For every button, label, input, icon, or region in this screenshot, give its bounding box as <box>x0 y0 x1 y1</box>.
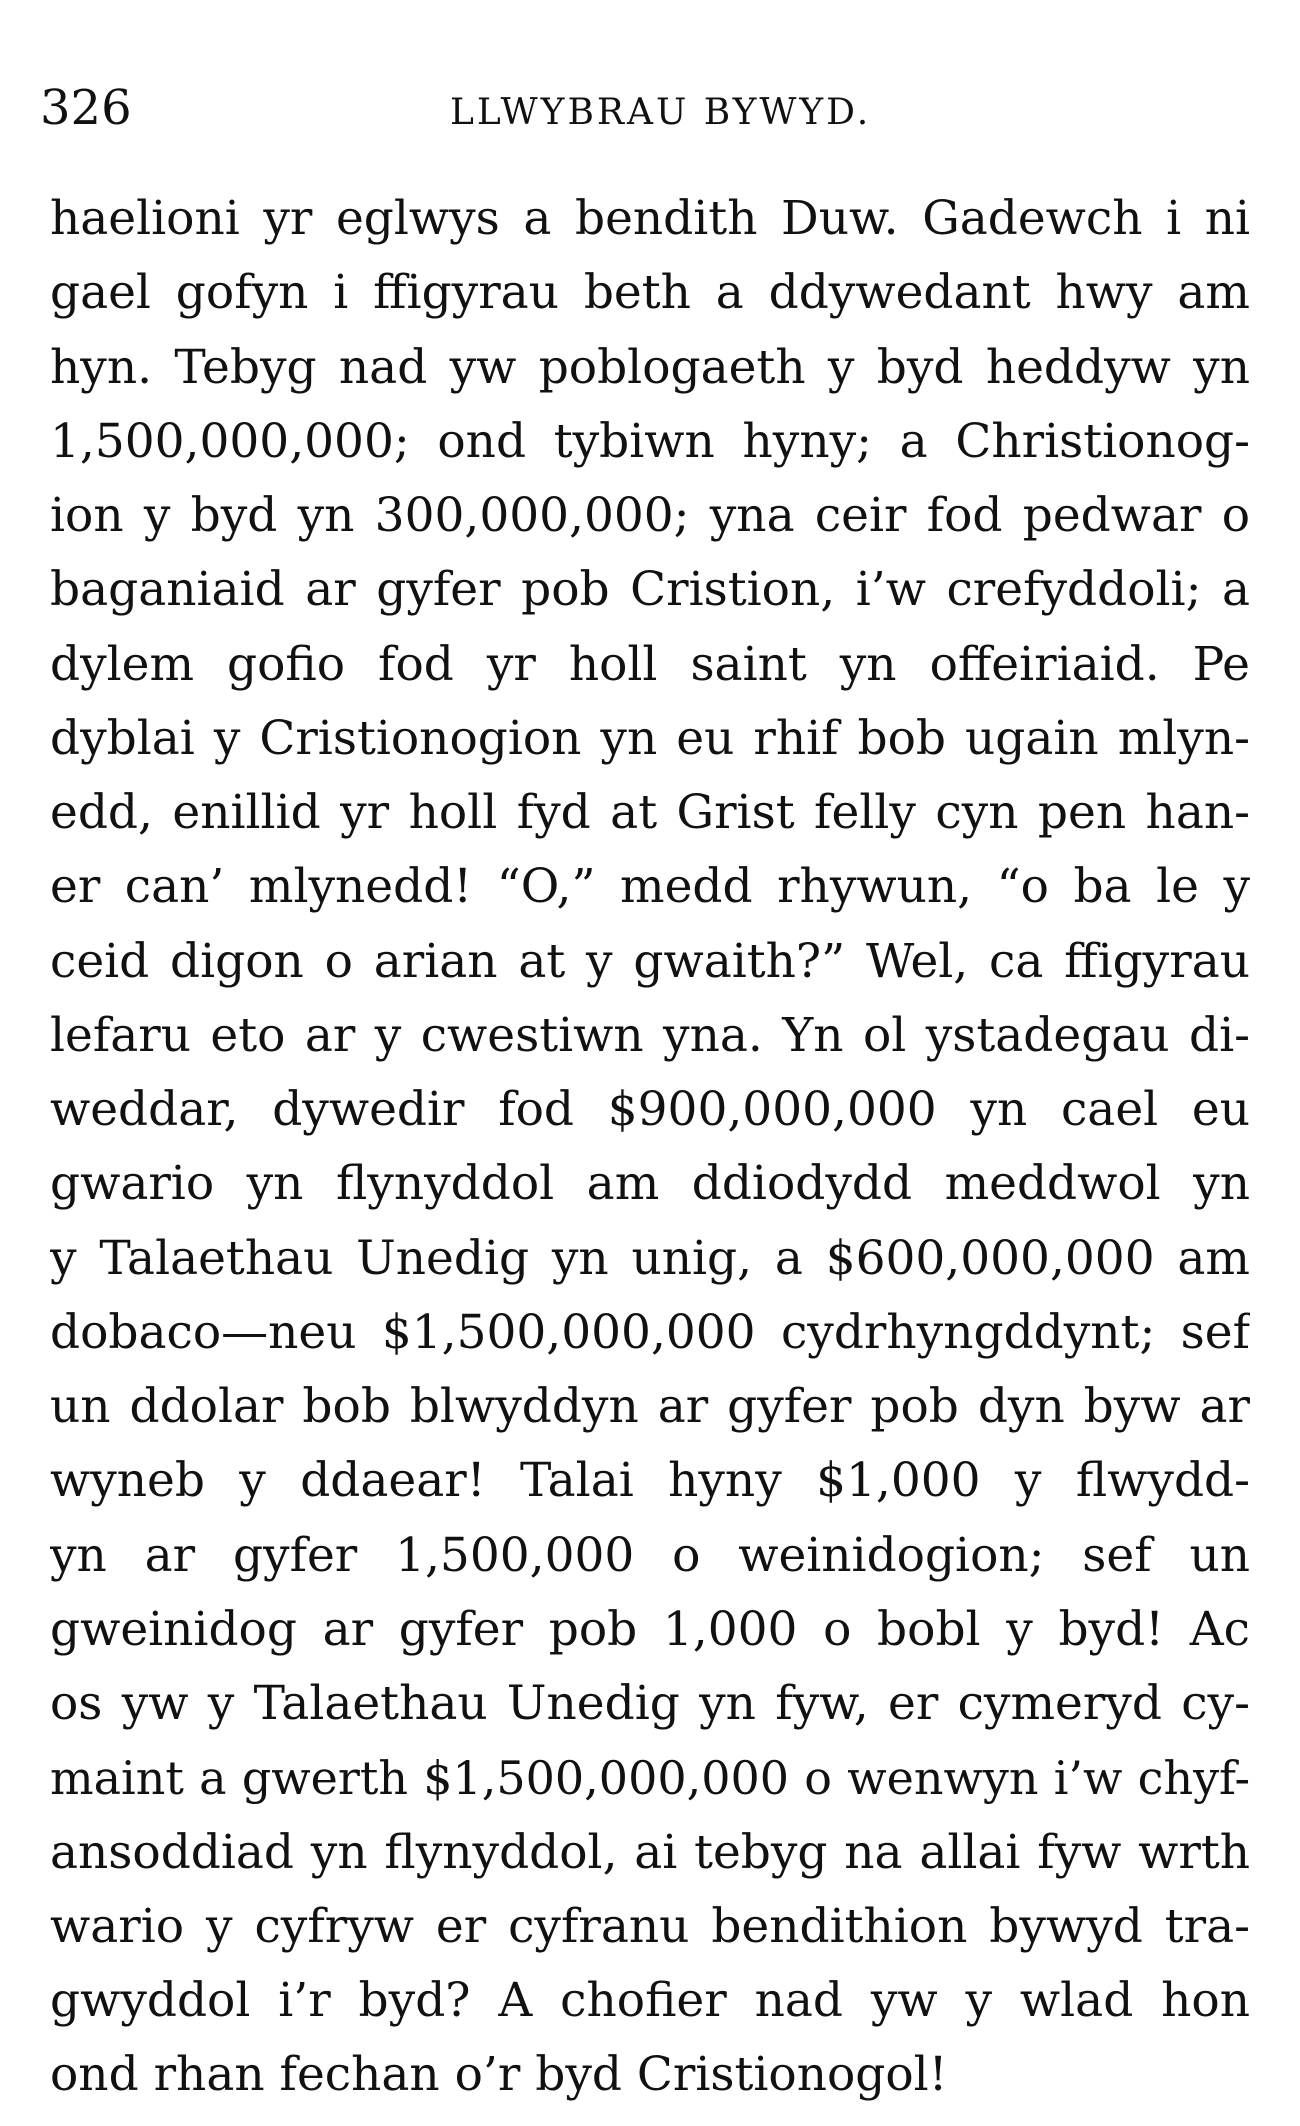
text-line: gwyddol i’r byd? A chofier nad yw y wlad hon <box>50 1973 1250 2028</box>
text-line: dyblai y Cristionogion yn eu rhif bob ugain mlyn- <box>50 710 1250 766</box>
running-title: LLWYBRAU BYWYD. <box>450 92 872 133</box>
text-line: dobaco—neu $1,500,000,000 cydrhyngddynt; sef <box>50 1304 1250 1360</box>
text-line: ansoddiad yn flynyddol, ai tebyg na allai fyw wrth <box>50 1824 1250 1880</box>
text-line: ond rhan fechan o’r byd Cristionogol! <box>50 2047 948 2103</box>
text-line: edd, enillid yr holl fyd at Grist felly cyn pen han- <box>50 785 1250 840</box>
text-line: y Talaethau Unedig yn unig, a $600,000,000 am <box>50 1230 1250 1286</box>
running-head <box>40 78 1260 138</box>
text-line: gweinidog ar gyfer pob 1,000 o bobl y byd! Ac <box>50 1601 1250 1657</box>
text-line: gael gofyn i ffigyrau beth a ddywedant hwy am <box>50 265 1250 321</box>
text-line: yn ar gyfer 1,500,000 o weinidogion; sef un <box>50 1527 1250 1583</box>
text-line: hyn. Tebyg nad yw poblogaeth y byd heddyw yn <box>50 339 1250 395</box>
text-line: wyneb y ddaear! Talai hyny $1,000 y flwydd- <box>50 1453 1250 1509</box>
body-text <box>50 182 1250 2113</box>
text-line: 1,500,000,000; ond tybiwn hyny; a Christionog- <box>50 413 1250 469</box>
text-line: dylem gofio fod yr holl saint yn offeiriaid. Pe <box>50 636 1250 692</box>
text-line: gwario yn flynyddol am ddiodydd meddwol yn <box>50 1156 1250 1212</box>
text-line: un ddolar bob blwyddyn ar gyfer pob dyn byw ar <box>50 1379 1250 1434</box>
text-line: haelioni yr eglwys a bendith Duw. Gadewch i ni <box>50 191 1250 246</box>
text-line: baganiaid ar gyfer pob Cristion, i’w crefyddoli; a <box>50 562 1250 618</box>
page-number: 326 <box>40 80 132 136</box>
text-line: os yw y Talaethau Unedig yn fyw, er cymeryd cy- <box>50 1676 1250 1731</box>
text-line: weddar, dywedir fod $900,000,000 yn cael eu <box>50 1082 1250 1137</box>
text-line: ion y byd yn 300,000,000; yna ceir fod pedwar o <box>50 488 1250 543</box>
text-line: er can’ mlynedd! “O,” medd rhywun, “o ba le y <box>50 859 1250 915</box>
text-line: maint a gwerth $1,500,000,000 o wenwyn i’w chyf- <box>50 1751 1250 1806</box>
text-line: wario y cyfryw er cyfranu bendithion bywyd tra- <box>50 1898 1250 1954</box>
text-line: ceid digon o arian at y gwaith?” Wel, ca ffigyrau <box>50 933 1250 989</box>
text-line: lefaru eto ar y cwestiwn yna. Yn ol ystadegau di- <box>50 1007 1250 1063</box>
